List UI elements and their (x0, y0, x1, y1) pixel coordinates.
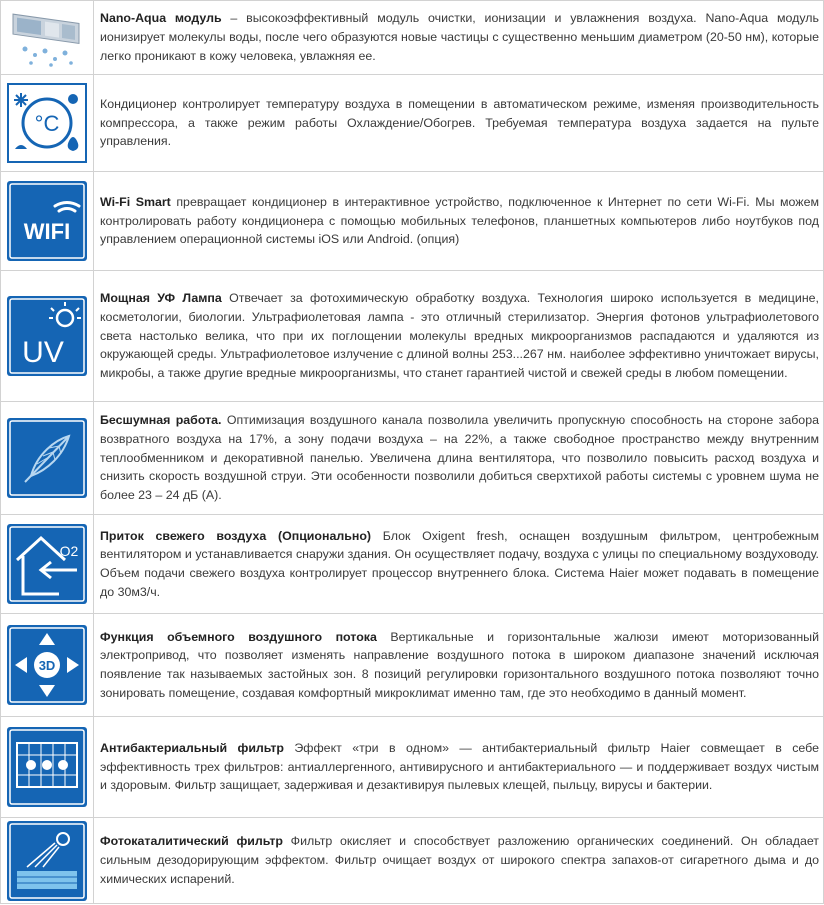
svg-text:°C: °C (34, 111, 60, 136)
feature-description (94, 402, 824, 515)
photocatalytic-filter-icon (7, 821, 87, 901)
feature-row-photocatalytic (1, 818, 824, 904)
icon-cell (1, 614, 94, 717)
feature-row-antibacterial (1, 717, 824, 818)
icon-cell (1, 402, 94, 515)
feature-row-auto-temperature (1, 75, 824, 172)
antibacterial-filter-icon (7, 727, 87, 807)
feature-row-silent (1, 402, 824, 515)
feature-title: Мощная УФ Лампа (100, 291, 222, 306)
feature-text: Оптимизация воздушного канала позволила увеличить пропускную способность на стороне забора возвратного воздуха на 17%, а зону подачи воздуха – на 22%, а также свободное пространство между внутренним теплообменником и декоративной панелью. Увеличена длина вентилятора, что позволило повысить расход воздуха и снизить скорость воздушной струи. Эти особенности позволили добиться сверхтихой работы системы с уровнем шума не более 23 – 24 дБ (А). (100, 413, 819, 503)
icon-cell (1, 75, 94, 172)
feather-silent-icon (7, 418, 87, 498)
3d-icon-label: 3D (38, 658, 56, 673)
feature-description (94, 614, 824, 717)
wifi-icon (7, 181, 87, 261)
feature-row-fresh-air (1, 515, 824, 614)
feature-description (94, 75, 824, 172)
feature-title: Функция объемного воздушного потока (100, 629, 377, 644)
auto-temperature-icon (7, 83, 87, 163)
feature-description (94, 818, 824, 904)
uv-lamp-icon (7, 296, 87, 376)
feature-title: Антибактериальный фильтр (100, 740, 284, 755)
feature-text: Эффект «три в одном» — антибактериальный фильтр Haier совмещает в себе эффективность трех фильтров: антиаллергенного, антивирусного и антибактериального — и поддерживает воздух чистым и здоровым. Фильтр защищает, задерживая и дезактивируя пылевых клещей, пыльцу, вирусы и бактерии. (100, 740, 819, 793)
feature-text: – высокоэффективный модуль очистки, ионизации и увлажнения воздуха. Nano-Aqua модуль ионизирует молекулы воды, после чего образуются новые частицы с существенно меньшим диаметром (20-50 нм), которые легко проникают в кожу человека, увлажняя ее. (100, 11, 819, 63)
feature-description (94, 1, 824, 75)
feature-text: превращает кондиционер в интерактивное устройство, подключенное к Интернет по сети Wi-Fi. Мы можем контролировать работу кондиционера с помощью мобильных телефонов, планшетных компьютеров либо ноутбуков под управлением операционной системы iOS или Android. (опция) (100, 194, 819, 247)
wifi-icon-label: WIFI (23, 219, 71, 244)
feature-title: Приток свежего воздуха (Опционально) (100, 528, 372, 543)
icon-cell (1, 717, 94, 818)
icon-cell (1, 271, 94, 402)
feature-title: Wi-Fi Smart (100, 194, 171, 209)
o2-icon-label: O2 (59, 543, 79, 559)
feature-row-3d-airflow (1, 614, 824, 717)
feature-description (94, 717, 824, 818)
feature-title: Nano-Aqua модуль (100, 11, 222, 26)
feature-text: Кондиционер контролирует температуру воздуха в помещении в автоматическом режиме, изменяя производительность компрессора, а также режим работы Охлаждение/Обогрев. Требуемая температура воздуха задается на пульте управления. (100, 96, 819, 149)
feature-text: Фильтр окисляет и способствует разложению органических соединений. Он обладает сильным дезодорирующим эффектом. Фильтр очищает воздух от широкого спектра запахов-от сигаретного дыма и до химических испарений. (100, 834, 819, 886)
feature-description (94, 515, 824, 614)
nano-aqua-module-icon (5, 7, 89, 69)
icon-cell (1, 1, 94, 75)
feature-row-wifi (1, 172, 824, 271)
icon-cell (1, 818, 94, 904)
fresh-air-o2-icon (7, 524, 87, 604)
3d-airflow-icon (7, 625, 87, 705)
feature-description (94, 172, 824, 271)
feature-description (94, 271, 824, 402)
uv-icon-label: UV (22, 336, 64, 369)
feature-row-nano-aqua (1, 1, 824, 75)
feature-title: Бесшумная работа. (100, 413, 222, 428)
icon-cell (1, 515, 94, 614)
icon-cell (1, 172, 94, 271)
feature-text: Блок Oxigent fresh, оснащен воздушным фильтром, центробежным вентилятором и устанавливается снаружи здания. Он осуществляет подачу, воздуха с улицы по специальному воздуховоду. Объем подачи свежего воздуха контролирует процессор внутреннего блока. Система Haier может подавать в помещение до 30м3/ч. (100, 528, 819, 599)
feature-title: Фотокаталитический фильтр (100, 834, 283, 849)
feature-row-uv-lamp (1, 271, 824, 402)
feature-text: Вертикальные и горизонтальные жалюзи имеют моторизованный электропривод, что позволяет изменять направление воздушного потока в широком диапазоне значений исключая появление так называемых застойных зон. 8 позиций регулировки горизонтального воздушного потока позволяют точно зонировать помещение, создавая комфортный микроклимат именно там, где это необходимо в данный момент. (100, 629, 819, 700)
feature-text: Отвечает за фотохимическую обработку воздуха. Технология широко используется в медицине, косметологии, биологии. Ультрафиолетовая лампа - это отличный стерилизатор. Энергия фотонов ультрафиолетового света настолько велика, что при их поглощении молекулы вредных микроорганизмов распадаются и удаляются из окружающей среды. Ультрафиолетовое излучение с длиной волны 253...267 нм. наиболее эффективно уничтожает вирусы, микробы, а также другие вредные микроорганизмы, что станет гарантией чистой и свежей среды в любом помещении. (100, 291, 819, 381)
